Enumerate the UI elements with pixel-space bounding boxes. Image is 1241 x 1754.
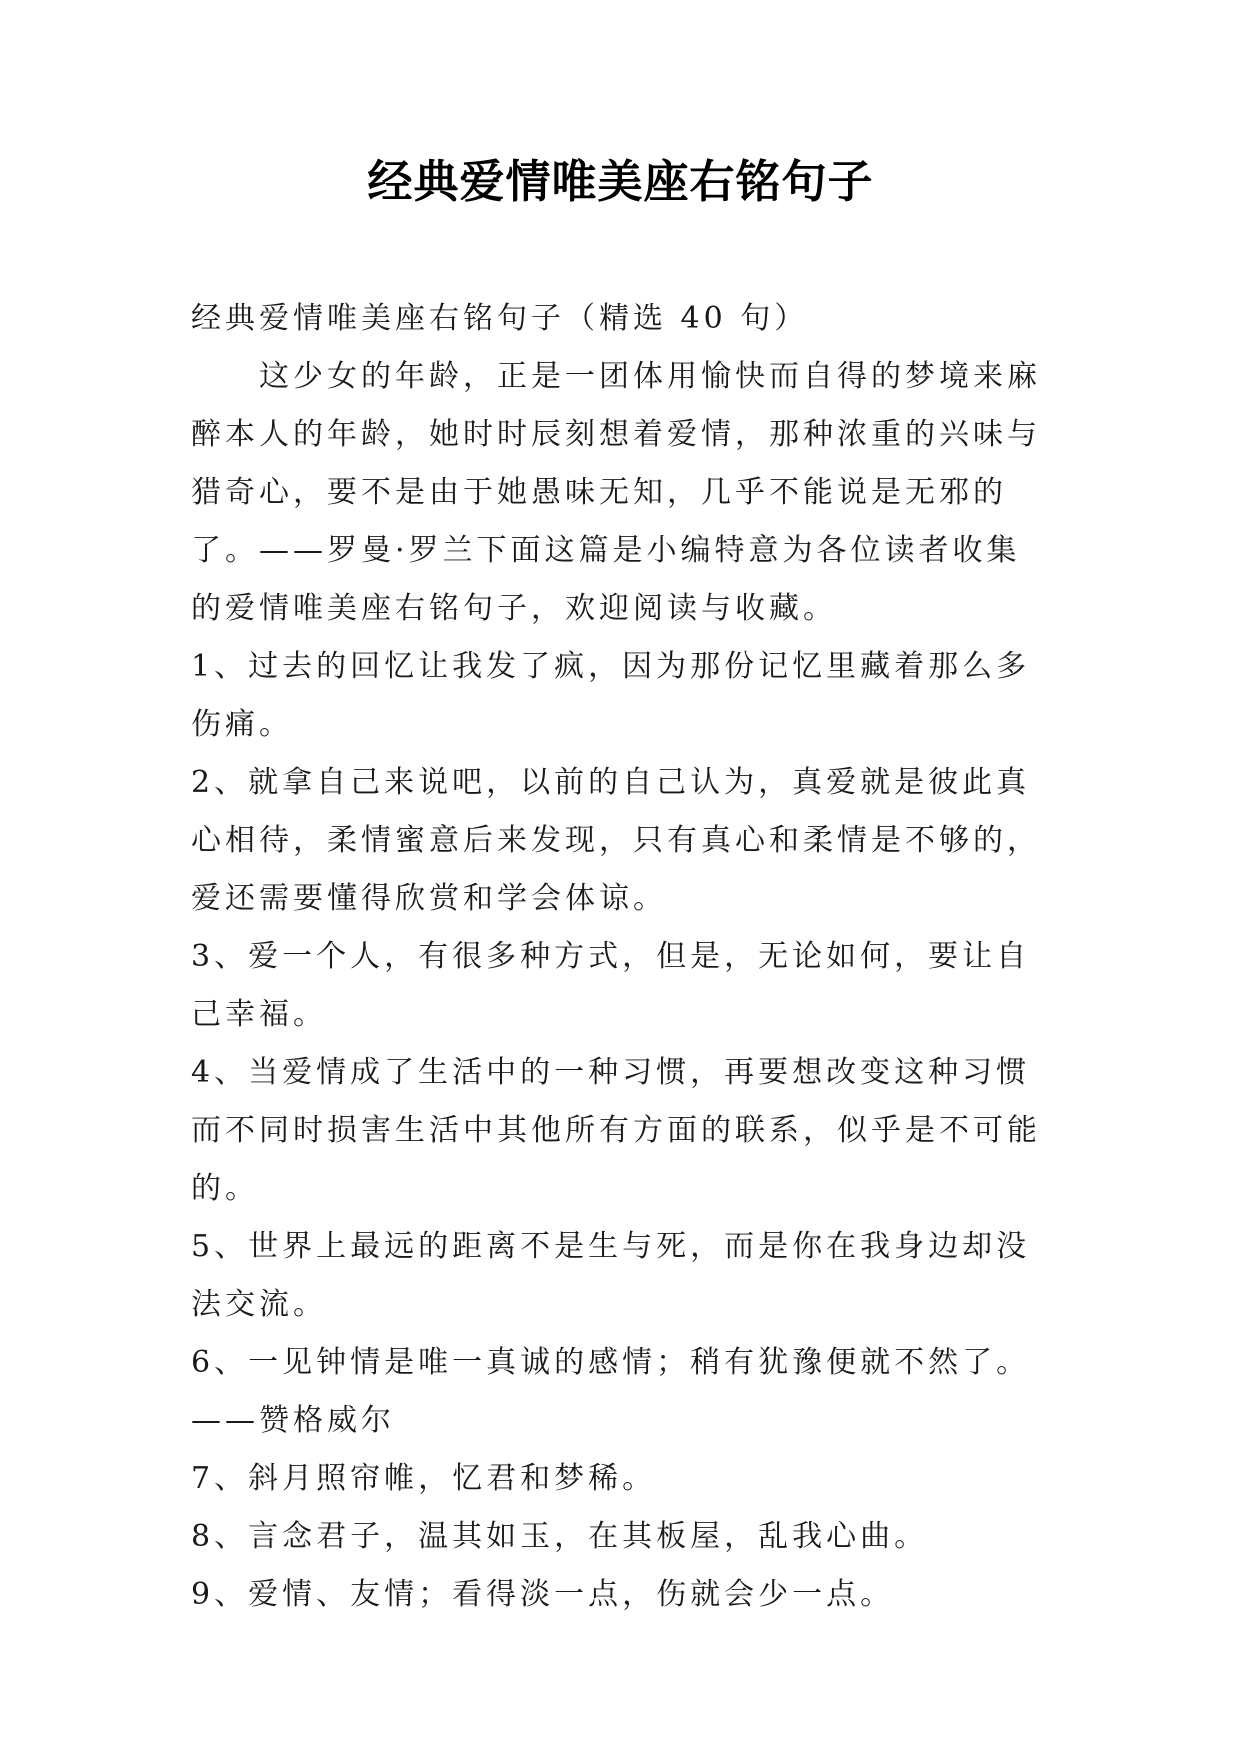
quote-item-9: 9、爱情、友情；看得淡一点，伤就会少一点。	[191, 1577, 895, 1612]
document-title: 经典爱情唯美座右铭句子	[367, 155, 874, 208]
document-body	[191, 290, 1051, 1624]
intro-paragraph: 这少女的年龄，正是一团体用愉快而自得的梦境来麻醉本人的年龄，她时时辰刻想着爱情，那种浓重的兴味与猎奇心，要不是由于她愚味无知，几乎不能说是无邪的了。——罗曼·罗兰下面这篇是小编特意为各位读者收集的爱情唯美座右铭句子，欢迎阅读与收藏。	[191, 359, 1041, 626]
quote-item-1: 1、过去的回忆让我发了疯，因为那份记忆里藏着那么多伤痛。	[191, 649, 1031, 742]
quote-item-5: 5、世界上最远的距离不是生与死，而是你在我身边却没法交流。	[191, 1229, 1031, 1322]
document-subtitle: 经典爱情唯美座右铭句子（精选 40 句）	[191, 301, 809, 336]
quote-item-6: 6、一见钟情是唯一真诚的感情；稍有犹豫便就不然了。——赞格威尔	[191, 1345, 1031, 1438]
quote-item-2: 2、就拿自己来说吧，以前的自己认为，真爱就是彼此真心相待，柔情蜜意后来发现，只有真心和柔情是不够的，爱还需要懂得欣赏和学会体谅。	[191, 765, 1041, 916]
quote-item-3: 3、爱一个人，有很多种方式，但是，无论如何，要让自己幸福。	[191, 939, 1031, 1032]
quote-item-7: 7、斜月照帘帷，忆君和梦稀。	[191, 1461, 657, 1496]
quote-item-8: 8、言念君子，温其如玉，在其板屋，乱我心曲。	[191, 1519, 929, 1554]
quote-item-4: 4、当爱情成了生活中的一种习惯，再要想改变这种习惯而不同时损害生活中其他所有方面的联系，似乎是不可能的。	[191, 1055, 1041, 1206]
